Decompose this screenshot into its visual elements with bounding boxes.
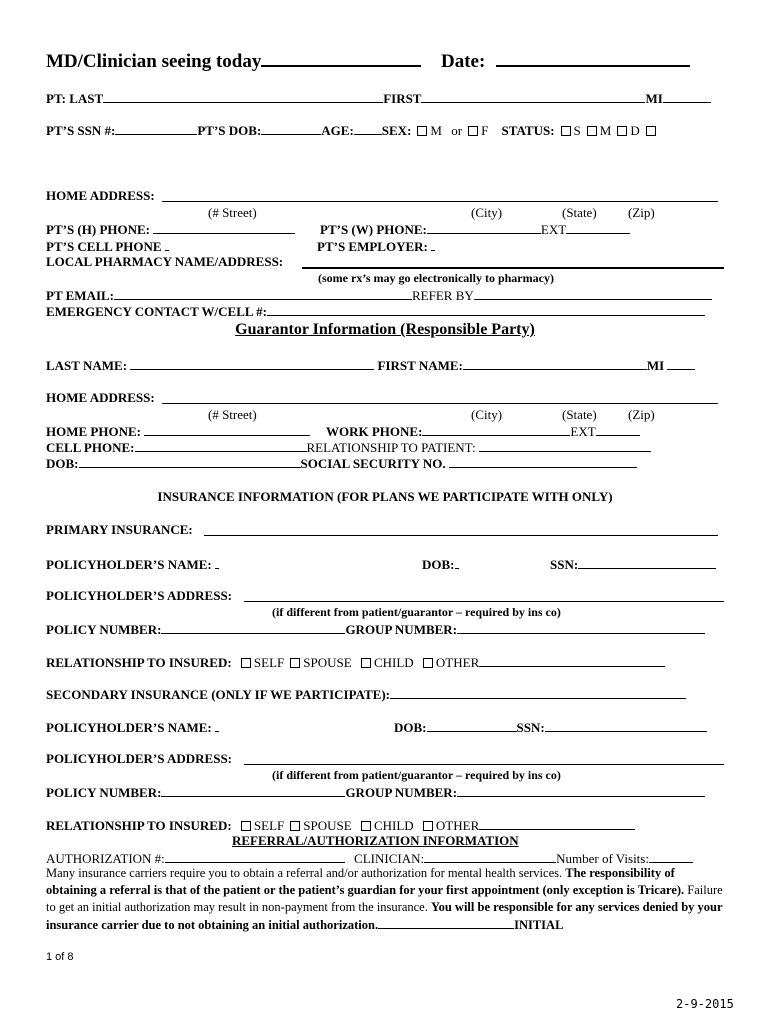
- primary-holder-address-label: POLICYHOLDER’S ADDRESS:: [46, 588, 233, 603]
- guarantor-state-hint: (State): [562, 407, 597, 422]
- status-m-checkbox[interactable]: [587, 126, 597, 136]
- guarantor-first-label: FIRST NAME:: [377, 358, 463, 373]
- secondary-rel-spouse-label: SPOUSE: [303, 818, 352, 833]
- primary-policy-label: POLICY NUMBER:: [46, 622, 162, 637]
- patient-email-label: PT EMAIL:: [46, 288, 115, 303]
- secondary-holder-name-row: [46, 719, 219, 735]
- patient-home-address-row: [46, 188, 155, 203]
- status-d-label: D: [630, 123, 640, 138]
- pharmacy-row: [46, 254, 283, 269]
- secondary-holder-name-field[interactable]: [215, 719, 219, 732]
- secondary-rel-other-field[interactable]: [479, 817, 635, 830]
- guarantor-address-label: HOME ADDRESS:: [46, 390, 155, 405]
- guarantor-first-field[interactable]: [463, 357, 647, 370]
- clinician-field[interactable]: [261, 52, 421, 67]
- revision-date: 2-9-2015: [676, 997, 734, 1011]
- guarantor-zip-hint: (Zip): [628, 407, 655, 422]
- secondary-insurance-row: [46, 686, 686, 702]
- initial-label: INITIAL: [514, 918, 564, 932]
- sex-f-label: F: [481, 123, 489, 138]
- patient-home-address-label: HOME ADDRESS:: [46, 188, 155, 203]
- patient-first-field[interactable]: [421, 90, 645, 103]
- secondary-policy-label: POLICY NUMBER:: [46, 785, 162, 800]
- patient-dob-label: PT’S DOB:: [197, 123, 262, 138]
- secondary-address-note: (if different from patient/guarantor – required by ins co): [272, 768, 561, 782]
- auth-field[interactable]: [165, 850, 345, 863]
- patient-home-address-field[interactable]: [162, 201, 718, 202]
- primary-ssn-label: SSN:: [550, 557, 579, 572]
- sex-m-checkbox[interactable]: [417, 126, 427, 136]
- patient-sex-label: SEX:: [381, 123, 412, 138]
- patient-dob-field[interactable]: [261, 122, 321, 135]
- date-row: [441, 52, 690, 72]
- primary-rel-spouse-label: SPOUSE: [303, 655, 352, 670]
- patient-work-phone-label: PT’S (W) PHONE:: [320, 222, 427, 237]
- guarantor-cell-row: [46, 439, 651, 455]
- referral-heading: REFERRAL/AUTHORIZATION INFORMATION: [232, 833, 519, 848]
- guarantor-ssn-label: SOCIAL SECURITY NO.: [300, 456, 446, 471]
- secondary-ssn-field[interactable]: [545, 719, 707, 732]
- referral-paragraph: [46, 865, 726, 934]
- guarantor-dob-field[interactable]: [79, 455, 301, 468]
- sex-or-label: or: [451, 123, 463, 138]
- secondary-rel-other-label: OTHER: [435, 818, 480, 833]
- guarantor-mi-label: MI: [646, 358, 665, 373]
- page-number: 1 of 8: [46, 951, 74, 963]
- sex-m-label: M: [430, 123, 442, 138]
- patient-ids-row: [46, 122, 659, 138]
- primary-group-label: GROUP NUMBER:: [345, 622, 458, 637]
- primary-dob-row: [422, 556, 459, 572]
- guarantor-ext-label: EXT: [570, 424, 596, 439]
- patient-work-phone-row: [320, 221, 630, 237]
- patient-city-hint: (City): [471, 205, 503, 220]
- patient-street-hint: (# Street): [208, 205, 257, 220]
- patient-ssn-field[interactable]: [115, 122, 197, 135]
- patient-cell-phone-field[interactable]: [165, 238, 169, 251]
- primary-ssn-row: [550, 556, 716, 572]
- secondary-dob-ssn-row: [394, 719, 707, 735]
- patient-email-row: [46, 287, 712, 303]
- status-s-label: S: [573, 123, 581, 138]
- primary-rel-child-label: CHILD: [373, 655, 414, 670]
- status-extra-checkbox[interactable]: [646, 126, 656, 136]
- primary-dob-field[interactable]: [455, 556, 459, 569]
- primary-holder-address-field[interactable]: [244, 601, 724, 602]
- guarantor-city-hint: (City): [471, 407, 503, 422]
- patient-age-label: AGE:: [321, 123, 354, 138]
- guarantor-address-field[interactable]: [162, 403, 718, 404]
- patient-mi-label: MI: [645, 91, 663, 106]
- status-label: STATUS:: [501, 123, 555, 138]
- secondary-group-field[interactable]: [457, 784, 705, 797]
- patient-mi-field[interactable]: [663, 90, 711, 103]
- guarantor-cell-field[interactable]: [135, 439, 307, 452]
- patient-cell-phone-label: PT’S CELL PHONE: [46, 239, 162, 254]
- date-label: Date:: [441, 51, 486, 72]
- secondary-policy-field[interactable]: [161, 784, 345, 797]
- patient-home-phone-field[interactable]: [153, 221, 295, 234]
- primary-relationship-row: [46, 654, 665, 670]
- primary-holder-name-label: POLICYHOLDER’S NAME:: [46, 557, 212, 572]
- secondary-dob-field[interactable]: [427, 719, 517, 732]
- pharmacy-note: (some rx’s may go electronically to pharmacy): [318, 271, 554, 285]
- emergency-label: EMERGENCY CONTACT W/CELL #:: [46, 304, 267, 319]
- primary-policy-field[interactable]: [161, 621, 345, 634]
- guarantor-ssn-field[interactable]: [449, 455, 637, 468]
- patient-state-hint: (State): [562, 205, 597, 220]
- patient-zip-hint: (Zip): [628, 205, 655, 220]
- secondary-holder-name-label: POLICYHOLDER’S NAME:: [46, 720, 212, 735]
- patient-age-field[interactable]: [354, 122, 382, 135]
- guarantor-last-label: LAST NAME:: [46, 358, 128, 373]
- secondary-insurance-field[interactable]: [390, 686, 686, 699]
- auth-label: AUTHORIZATION #:: [46, 851, 165, 866]
- patient-home-phone-row: [46, 221, 295, 237]
- referral-para-4: You will be responsible for any services denied by your insurance carrier due to not obtaining an initial authorization.: [46, 900, 723, 932]
- primary-rel-self-label: SELF: [253, 655, 285, 670]
- guarantor-work-phone-row: [326, 423, 640, 439]
- patient-ssn-label: PT’S SSN #:: [46, 123, 116, 138]
- primary-rel-spouse-checkbox[interactable]: [290, 658, 300, 668]
- secondary-ssn-label: SSN:: [516, 720, 545, 735]
- referral-clinician-label: CLINICIAN:: [354, 851, 425, 866]
- primary-rel-child-checkbox[interactable]: [361, 658, 371, 668]
- secondary-holder-address-label: POLICYHOLDER’S ADDRESS:: [46, 751, 233, 766]
- guarantor-heading: Guarantor Information (Responsible Party): [235, 321, 535, 338]
- secondary-insurance-label: SECONDARY INSURANCE (ONLY IF WE PARTICIPATE):: [46, 687, 390, 702]
- referred-by-label: REFER BY: [412, 288, 474, 303]
- status-s-checkbox[interactable]: [561, 126, 571, 136]
- patient-last-field[interactable]: [103, 90, 383, 103]
- secondary-group-label: GROUP NUMBER:: [345, 785, 458, 800]
- guarantor-street-hint: (# Street): [208, 407, 257, 422]
- insurance-heading: INSURANCE INFORMATION (FOR PLANS WE PARTICIPATE WITH ONLY): [157, 489, 613, 504]
- primary-rel-other-label: OTHER: [435, 655, 480, 670]
- clinician-label-row: [46, 52, 421, 72]
- patient-employer-label: PT’S EMPLOYER:: [317, 239, 428, 254]
- patient-email-field[interactable]: [114, 287, 412, 300]
- secondary-holder-address-field[interactable]: [244, 764, 724, 765]
- patient-name-row: [46, 90, 711, 106]
- guarantor-ext-field[interactable]: [596, 423, 640, 436]
- referred-by-field[interactable]: [474, 287, 712, 300]
- secondary-dob-label: DOB:: [394, 720, 427, 735]
- patient-employer-field[interactable]: [431, 238, 435, 251]
- primary-dob-label: DOB:: [422, 557, 455, 572]
- guarantor-work-phone-field[interactable]: [422, 423, 570, 436]
- guarantor-home-phone-field[interactable]: [144, 423, 310, 436]
- status-d-checkbox[interactable]: [617, 126, 627, 136]
- guarantor-dob-label: DOB:: [46, 456, 79, 471]
- secondary-relationship-label: RELATIONSHIP TO INSURED:: [46, 818, 232, 833]
- patient-employer-row: [317, 238, 435, 254]
- clinician-label: MD/Clinician seeing today: [46, 51, 262, 72]
- patient-ext-label: EXT: [540, 222, 567, 237]
- pharmacy-field[interactable]: [302, 267, 724, 269]
- patient-cell-phone-row: [46, 238, 169, 254]
- pharmacy-label: LOCAL PHARMACY NAME/ADDRESS:: [46, 254, 284, 269]
- secondary-rel-self-checkbox[interactable]: [241, 821, 251, 831]
- patient-last-label: PT: LAST: [46, 91, 104, 106]
- guarantor-cell-label: CELL PHONE:: [46, 440, 135, 455]
- guarantor-dob-row: [46, 455, 637, 471]
- primary-insurance-label: PRIMARY INSURANCE:: [46, 522, 193, 537]
- primary-relationship-label: RELATIONSHIP TO INSURED:: [46, 655, 232, 670]
- secondary-rel-self-label: SELF: [253, 818, 285, 833]
- secondary-policy-row: [46, 784, 705, 800]
- primary-holder-name-field[interactable]: [215, 556, 219, 569]
- patient-work-phone-field[interactable]: [427, 221, 541, 234]
- referral-para-2: The responsibility of obtaining a referral is that of the patient or the patient’s guardian for your first appointment (only exception is Tricare).: [46, 866, 685, 897]
- secondary-rel-child-checkbox[interactable]: [361, 821, 371, 831]
- secondary-relationship-row: [46, 817, 635, 833]
- referral-para-3: Failure to get an initial authorization may result in non-payment from the insurance.: [46, 883, 723, 914]
- primary-rel-other-checkbox[interactable]: [423, 658, 433, 668]
- guarantor-relationship-field[interactable]: [479, 439, 651, 452]
- patient-home-phone-label: PT’S (H) PHONE:: [46, 222, 150, 237]
- primary-policy-row: [46, 621, 705, 637]
- visits-field[interactable]: [649, 850, 693, 863]
- status-m-label: M: [599, 123, 612, 138]
- primary-holder-name-row: [46, 556, 219, 572]
- sex-f-checkbox[interactable]: [468, 126, 478, 136]
- referral-clinician-field[interactable]: [424, 850, 556, 863]
- auth-row: [46, 850, 693, 866]
- guarantor-work-phone-label: WORK PHONE:: [326, 424, 423, 439]
- guarantor-last-field[interactable]: [130, 357, 374, 370]
- referral-para-1: Many insurance carriers require you to obtain a referral and/or authorization for mental health services.: [46, 866, 563, 880]
- primary-rel-other-field[interactable]: [479, 654, 665, 667]
- primary-address-note: (if different from patient/guarantor – required by ins co): [272, 605, 561, 619]
- patient-ext-field[interactable]: [566, 221, 630, 234]
- guarantor-home-phone-row: [46, 423, 310, 439]
- primary-ssn-field[interactable]: [578, 556, 716, 569]
- guarantor-home-phone-label: HOME PHONE:: [46, 424, 141, 439]
- primary-rel-self-checkbox[interactable]: [241, 658, 251, 668]
- secondary-rel-other-checkbox[interactable]: [423, 821, 433, 831]
- date-field[interactable]: [496, 52, 690, 67]
- patient-first-label: FIRST: [383, 91, 422, 106]
- secondary-rel-spouse-checkbox[interactable]: [290, 821, 300, 831]
- initial-field[interactable]: [378, 916, 514, 929]
- secondary-rel-child-label: CHILD: [373, 818, 414, 833]
- emergency-field[interactable]: [267, 303, 705, 316]
- primary-group-field[interactable]: [457, 621, 705, 634]
- guarantor-mi-field[interactable]: [667, 357, 695, 370]
- visits-label: Number of Visits:: [556, 851, 649, 866]
- primary-insurance-field[interactable]: [204, 535, 718, 536]
- guarantor-name-row: [46, 357, 695, 373]
- emergency-row: [46, 303, 705, 319]
- guarantor-relationship-label: RELATIONSHIP TO PATIENT:: [306, 440, 476, 455]
